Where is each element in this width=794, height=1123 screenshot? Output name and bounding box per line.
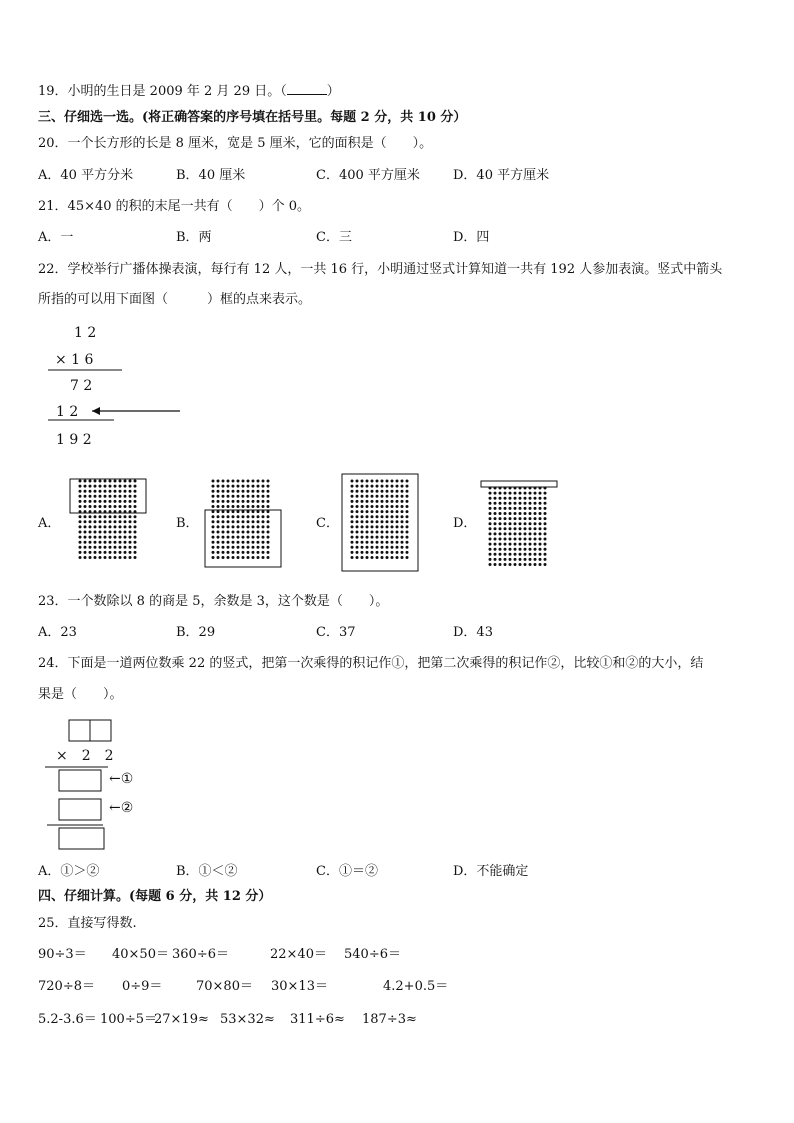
option-c: C．37 [316, 625, 356, 640]
vm-row-12: 1 2 [74, 325, 97, 341]
vm-row-12-shift: 1 2 [56, 404, 79, 420]
option-a: A．40 平方分米 [38, 168, 134, 183]
option-b: B．29 [176, 625, 216, 640]
calc-item: 5.2-3.6＝ [38, 1012, 97, 1027]
vm-row-72: 7 2 [70, 378, 93, 394]
label-product-1: ←① [109, 771, 134, 787]
option-b: B．两 [176, 230, 212, 245]
product-box-1 [59, 770, 101, 791]
calc-item: 90÷3＝ [38, 947, 87, 962]
section-3-heading: 三、仔细选一选。(将正确答案的序号填在括号里。每题 2 分，共 10 分） [38, 110, 467, 125]
label-product-2: ←② [109, 800, 134, 816]
option-d: D． [453, 516, 477, 531]
calc-item: 187÷3≈ [362, 1012, 417, 1027]
option-a: A． [38, 516, 61, 531]
calc-item: 720÷8＝ [38, 979, 95, 994]
calc-item: 540÷6＝ [344, 947, 401, 962]
option-d: D．43 [453, 625, 493, 640]
calc-item: 0÷9＝ [122, 979, 163, 994]
option-a: A．一 [38, 230, 74, 245]
calc-item: 311÷6≈ [290, 1012, 345, 1027]
option-b: B．①＜② [176, 864, 238, 879]
option-c: C．三 [316, 230, 352, 245]
section-4-heading: 四、仔细计算。(每题 6 分，共 12 分） [38, 889, 272, 904]
vm-multiplier: × 2 2 [56, 748, 114, 764]
option-c: C．①＝② [316, 864, 378, 879]
vm-row-x16: × 1 6 [55, 352, 94, 368]
calc-item: 360÷6＝ [172, 947, 229, 962]
question-19-end: ） [326, 84, 340, 99]
question-24-line2: 果是（ ）。 [38, 687, 123, 702]
calc-item: 53×32≈ [220, 1012, 275, 1027]
question-24-line1: 24．下面是一道两位数乘 22 的竖式，把第一次乘得的积记作①，把第二次乘得的积记作②，比较①和②的大小，结 [38, 656, 704, 671]
calc-item: 30×13＝ [271, 979, 328, 994]
calc-item: 27×19≈ [154, 1012, 209, 1027]
option-c: C．400 平方厘米 [316, 168, 420, 183]
question-22-line1: 22．学校举行广播体操表演，每行有 12 人，一共 16 行，小明通过竖式计算知道一共有 192 人参加表演。竖式中箭头 [38, 262, 723, 277]
option-a: A．①＞② [38, 864, 100, 879]
product-box-2 [59, 799, 101, 820]
calc-item: 40×50＝ [112, 947, 169, 962]
option-d: D．不能确定 [453, 864, 529, 879]
digit-box-2 [90, 720, 111, 741]
option-a: A．23 [38, 625, 77, 640]
option-b: B． [176, 516, 199, 531]
question-22-line2: 所指的可以用下面图（ ）框的点来表示。 [38, 292, 312, 307]
question-23-text: 23．一个数除以 8 的商是 5，余数是 3，这个数是（ ）。 [38, 594, 389, 609]
calc-item: 100÷5＝ [100, 1012, 157, 1027]
question-20-text: 20．一个长方形的长是 8 厘米，宽是 5 厘米，它的面积是（ ）。 [38, 136, 433, 151]
question-21-text: 21．45×40 的积的末尾一共有（ ）个 0。 [38, 199, 311, 214]
option-d: D．四 [453, 230, 490, 245]
option-c: C． [316, 516, 339, 531]
calc-item: 70×80＝ [196, 979, 253, 994]
calc-item: 22×40＝ [270, 947, 327, 962]
digit-box-1 [69, 720, 90, 741]
question-25-title: 25．直接写得数. [38, 916, 137, 931]
result-box [59, 828, 104, 849]
option-b: B．40 厘米 [176, 168, 246, 183]
question-19-text: 19．小明的生日是 2009 年 2 月 29 日。（ [38, 84, 287, 99]
calc-item: 4.2+0.5＝ [383, 979, 449, 994]
vm-row-192: 1 9 2 [56, 432, 92, 448]
option-d: D．40 平方厘米 [453, 168, 550, 183]
